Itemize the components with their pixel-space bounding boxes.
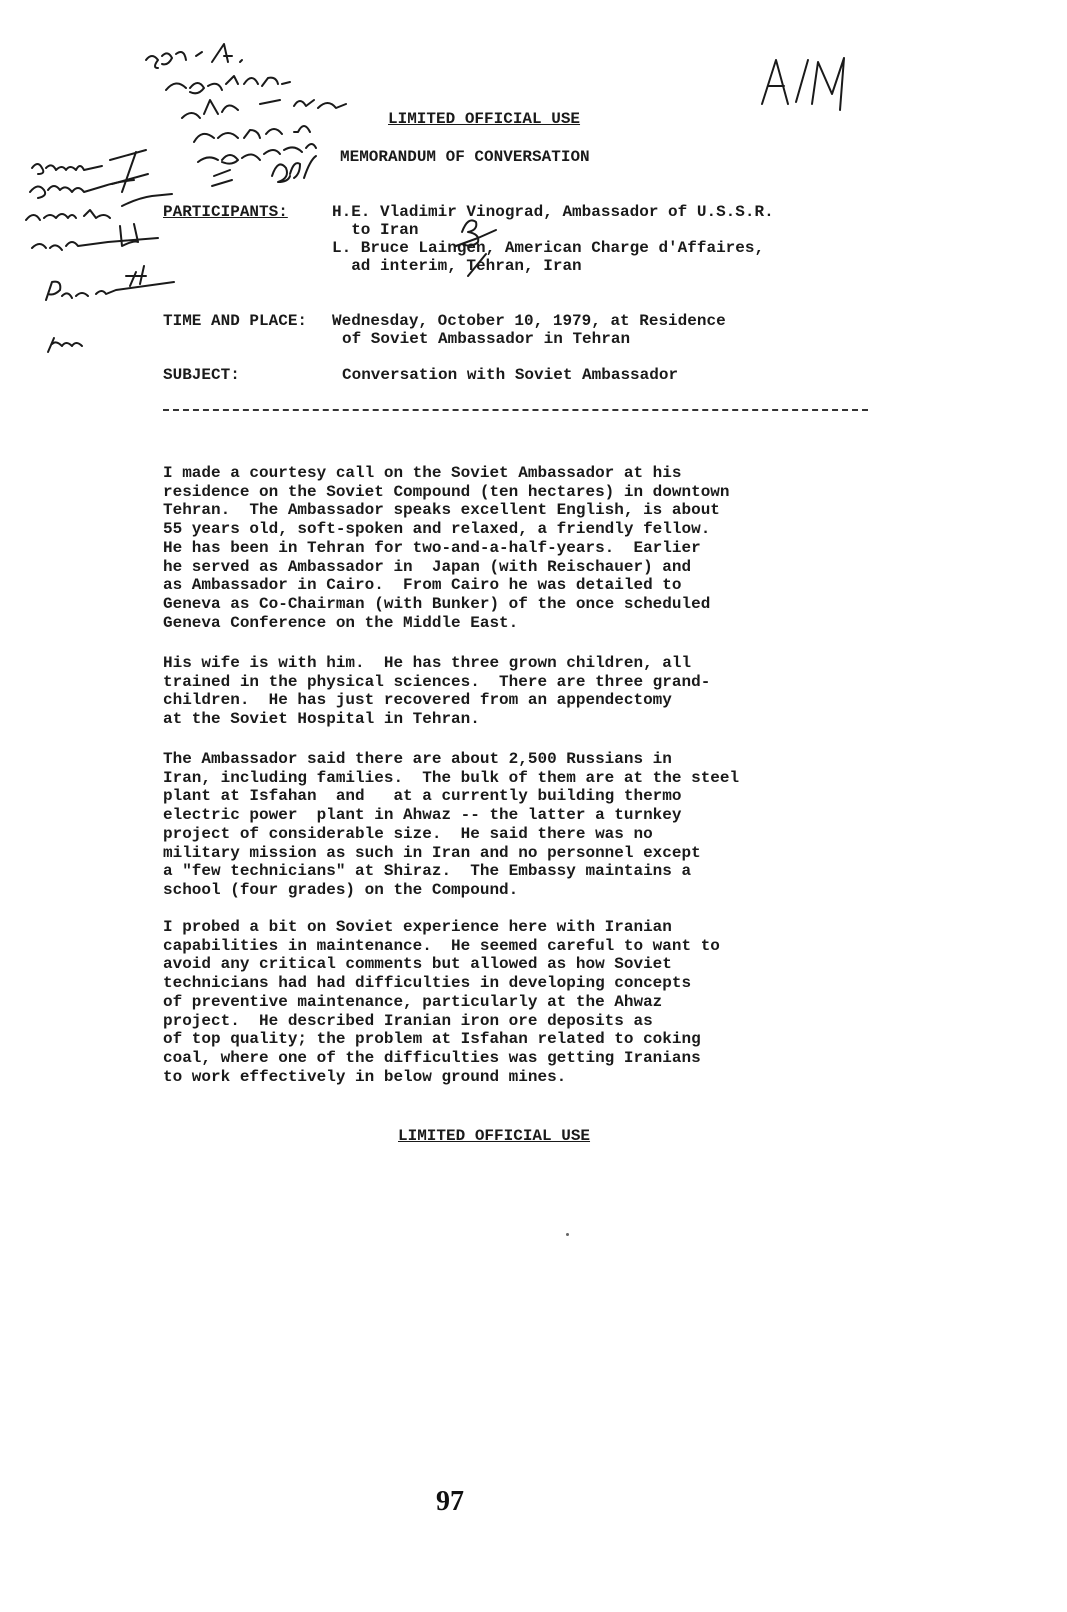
participant-line-1: H.E. Vladimir Vinograd, Ambassador of U.S.S.R. bbox=[332, 203, 774, 221]
paragraph-courtesy-call: I made a courtesy call on the Soviet Ambassador at his residence on the Soviet Compound (ten hectares) in downtown Tehran. The Ambassador speaks excellent English, is about 55 years old, soft-spoken and relaxed, a friendly fellow. He has been in Tehran for two-and-a-half-years. Earlier he served as Ambassador in Japan (with Reischauer) and as Ambassador in Cairo. From Cairo he was detailed to Geneva as Co-Chairman (with Bunker) of the once scheduled Geneva Conference on the Middle East. bbox=[163, 464, 730, 632]
paragraph-maintenance: I probed a bit on Soviet experience here with Iranian capabilities in maintenance. He seemed careful to want to avoid any critical comments but allowed as how Soviet technicians had had difficulties in developing concepts of preventive maintenance, particularly at the Ahwaz project. He described Iranian iron ore deposits as of top quality; the problem at Isfahan related to coking coal, where one of the difficulties was getting Iranians to work effectively in below ground mines. bbox=[163, 918, 720, 1086]
separator-line bbox=[163, 409, 868, 411]
subject-label: SUBJECT: bbox=[163, 366, 240, 384]
subject-value: Conversation with Soviet Ambassador bbox=[342, 366, 679, 384]
classification-marking-bottom: LIMITED OFFICIAL USE bbox=[398, 1127, 591, 1145]
page-number: 97 bbox=[436, 1486, 464, 1517]
time-place-line-2: of Soviet Ambassador in Tehran bbox=[342, 330, 631, 348]
participant-line-3: L. Bruce Laingen, American Charge d'Affaires, bbox=[332, 239, 765, 257]
scan-speck bbox=[566, 1233, 569, 1236]
handwritten-circulation-note bbox=[146, 44, 346, 186]
time-place-label: TIME AND PLACE: bbox=[163, 312, 308, 330]
paragraph-russians-in-iran: The Ambassador said there are about 2,500 Russians in Iran, including families. The bulk of them are at the steel plant at Isfahan and at a currently building thermo electric power plant in Ahwaz -- the latter a turnkey project of considerable size. He said there was no military mission as such in Iran and no personnel except a "few technicians" at Shiraz. The Embassy maintains a school (four grades) on the Compound. bbox=[163, 750, 740, 899]
handwritten-initials-top-right bbox=[762, 58, 844, 110]
paragraph-family: His wife is with him. He has three grown children, all trained in the physical sciences. There are three grand- children. He has just recovered from an appendectomy at the Soviet Hospital in Tehran. bbox=[163, 654, 711, 729]
memo-title: MEMORANDUM OF CONVERSATION bbox=[340, 148, 590, 166]
handwritten-routing-list bbox=[26, 150, 174, 352]
participants-label: PARTICIPANTS: bbox=[163, 203, 288, 221]
classification-marking-top: LIMITED OFFICIAL USE bbox=[388, 110, 581, 128]
participant-line-2: to Iran bbox=[332, 221, 419, 239]
time-place-line-1: Wednesday, October 10, 1979, at Residence bbox=[332, 312, 726, 330]
participant-line-4: ad interim, Tehran, Iran bbox=[332, 257, 582, 275]
